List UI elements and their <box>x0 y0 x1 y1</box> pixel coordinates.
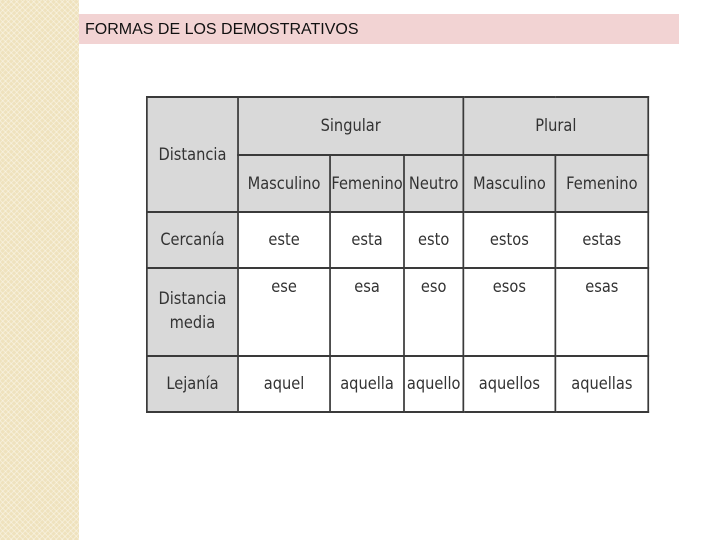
slide-title-bar <box>79 14 679 44</box>
table-cell: esas <box>555 268 648 356</box>
table-cell: este <box>238 212 330 268</box>
slide-title: FORMAS DE LOS DEMOSTRATIVOS <box>85 21 359 38</box>
subheader: Masculino <box>238 155 330 212</box>
table-row <box>147 356 648 412</box>
table-cell: aquellas <box>555 356 648 412</box>
corner-header-label: Distancia <box>158 144 227 165</box>
table-row <box>147 212 648 268</box>
subheader: Neutro <box>404 155 463 212</box>
table-cell: ese <box>238 268 330 356</box>
table-cell: eso <box>404 268 463 356</box>
group-header-plural-label: Plural <box>535 116 577 136</box>
row-label: Cercanía <box>147 212 238 268</box>
group-header-plural <box>463 97 648 155</box>
table-cell: estos <box>463 212 555 268</box>
demonstratives-table <box>146 96 649 413</box>
decorative-side-strip <box>0 0 79 540</box>
table-cell: aquellos <box>463 356 555 412</box>
corner-header <box>147 97 238 212</box>
table-cell: esa <box>330 268 404 356</box>
table-row <box>147 268 648 356</box>
row-label: Distancia media <box>147 268 238 356</box>
table-cell: aquel <box>238 356 330 412</box>
table-cell: aquello <box>404 356 463 412</box>
table-cell: esta <box>330 212 404 268</box>
subheader: Masculino <box>463 155 555 212</box>
table-cell: aquella <box>330 356 404 412</box>
group-header-singular <box>238 97 463 155</box>
group-header-singular-label: Singular <box>320 116 381 136</box>
table-cell: esto <box>404 212 463 268</box>
table-cell: estas <box>555 212 648 268</box>
subheader: Femenino <box>555 155 648 212</box>
table-cell: esos <box>463 268 555 356</box>
row-label: Lejanía <box>147 356 238 412</box>
subheader: Femenino <box>330 155 404 212</box>
